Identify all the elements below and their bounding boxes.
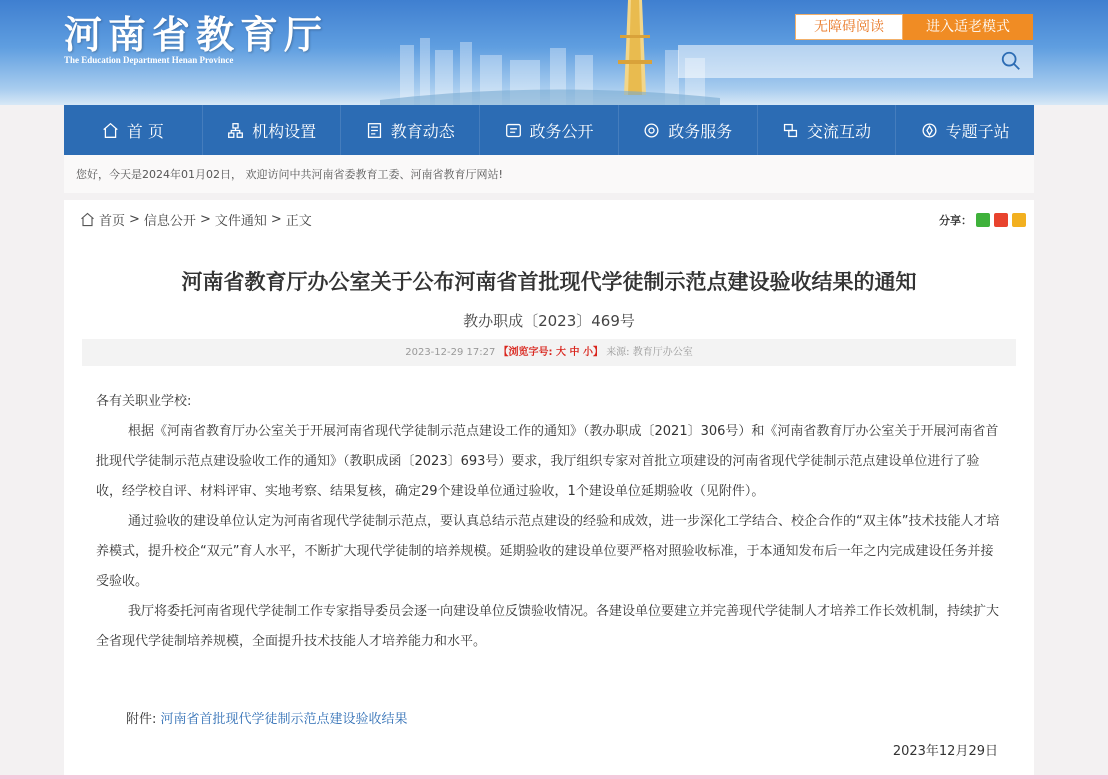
article-meta <box>82 339 1016 366</box>
main-nav <box>64 105 1034 155</box>
accessibility-mode-button[interactable]: 无障碍阅读 <box>795 14 903 40</box>
topic-icon <box>921 122 938 139</box>
font-size-switcher[interactable]: 【浏览字号: 大 中 小】 <box>498 347 603 358</box>
nav-gov-service-label: 政务服务 <box>668 121 733 141</box>
body-paragraph: 通过验收的建设单位认定为河南省现代学徒制示范点，要认真总结示范点建设的经验和成效，进一步深化工学结合、校企合作的“双主体”技术技能人才培养模式，提升校企“双元”育人水平，不断扩大现代学徒制的培养规模。延期验收的建设单位要严格对照验收标准，于本通知发布后一年之内完成建设任务并接受验收。 <box>96 514 1000 589</box>
nav-interaction[interactable] <box>758 105 897 155</box>
share-bar <box>939 212 1026 228</box>
search-icon[interactable] <box>1000 50 1022 72</box>
nav-topic-sites-label: 专题子站 <box>945 121 1010 141</box>
breadcrumb-notices[interactable]: 文件通知 <box>214 214 267 229</box>
service-icon <box>643 122 660 139</box>
nav-interaction-label: 交流互动 <box>806 121 871 141</box>
nav-home[interactable] <box>64 105 203 155</box>
article-card <box>64 200 1034 779</box>
breadcrumb <box>80 210 312 229</box>
nav-education-news-label: 教育动态 <box>390 121 455 141</box>
news-icon <box>366 122 383 139</box>
attachment-label: 附件: <box>126 712 157 727</box>
signature-date: 2023年12月29日 <box>892 744 998 759</box>
wechat-share-icon[interactable] <box>976 213 990 227</box>
nav-gov-info[interactable] <box>480 105 619 155</box>
nav-home-label: 首 页 <box>126 121 164 141</box>
home-icon[interactable] <box>80 212 95 227</box>
site-header <box>0 0 1108 105</box>
article-body <box>96 387 1001 657</box>
document-number: 教办职成〔2023〕469号 <box>463 312 635 330</box>
article-title: 河南省教育厅办公室关于公布河南省首批现代学徒制示范点建设验收结果的通知 <box>181 270 917 294</box>
page-bottom-border <box>0 775 1108 779</box>
skyline-banner-illustration <box>380 0 720 105</box>
org-icon <box>227 122 244 139</box>
site-logo-cn[interactable]: 河南省教育厅 <box>64 12 329 57</box>
salutation: 各有关职业学校: <box>96 394 192 409</box>
attachment-link[interactable]: 河南省首批现代学徒制示范点建设验收结果 <box>160 712 408 727</box>
breadcrumb-info-public[interactable]: 信息公开 <box>143 214 196 229</box>
welcome-message: 您好，今天是2024年01月02日， 欢迎访问中共河南省委教育工委、河南省教育厅网站! <box>64 155 1034 193</box>
site-logo-en: The Education Department Henan Province <box>64 55 234 65</box>
doc-icon <box>505 122 522 139</box>
home-icon <box>102 122 119 139</box>
breadcrumb-separator: > <box>199 212 211 227</box>
attachment <box>126 708 408 727</box>
article-source: 来源: 教育厅办公室 <box>606 347 693 358</box>
breadcrumb-home[interactable]: 首页 <box>99 214 126 229</box>
weibo-share-icon[interactable] <box>994 213 1008 227</box>
search-input[interactable] <box>678 45 1033 78</box>
share-label: 分享： <box>939 214 972 227</box>
breadcrumb-separator: > <box>129 212 140 227</box>
nav-gov-service[interactable] <box>619 105 758 155</box>
breadcrumb-current: 正文 <box>285 214 312 229</box>
body-paragraph: 根据《河南省教育厅办公室关于开展河南省现代学徒制示范点建设工作的通知》（教办职成〔2021〕306号）和《河南省教育厅办公室关于开展河南省首批现代学徒制示范点建设验收工作的通知》（教职成函〔2023〕693号）要求，我厅组织专家对首批立项建设的河南省现代学徒制示范点建设单位进行了验收，经学校自评、材料评审、实地考察、结果复核，确定29个建设单位通过验收，1个建设单位延期验收（见附件）。 <box>96 424 999 499</box>
nav-organization-label: 机构设置 <box>252 121 317 141</box>
elder-mode-button[interactable]: 进入适老模式 <box>903 14 1033 40</box>
nav-organization[interactable] <box>203 105 342 155</box>
chat-icon <box>782 122 799 139</box>
publish-datetime: 2023-12-29 17:27 <box>405 347 496 358</box>
body-paragraph: 我厅将委托河南省现代学徒制工作专家指导委员会逐一向建设单位反馈验收情况。各建设单位要建立并完善现代学徒制人才培养工作长效机制，持续扩大全省现代学徒制培养规模，全面提升技术技能人才培养能力和水平。 <box>96 604 1000 649</box>
breadcrumb-separator: > <box>270 212 282 227</box>
nav-education-news[interactable] <box>341 105 480 155</box>
nav-gov-info-label: 政务公开 <box>529 121 594 141</box>
nav-topic-sites[interactable] <box>896 105 1034 155</box>
qq-share-icon[interactable] <box>1012 213 1026 227</box>
